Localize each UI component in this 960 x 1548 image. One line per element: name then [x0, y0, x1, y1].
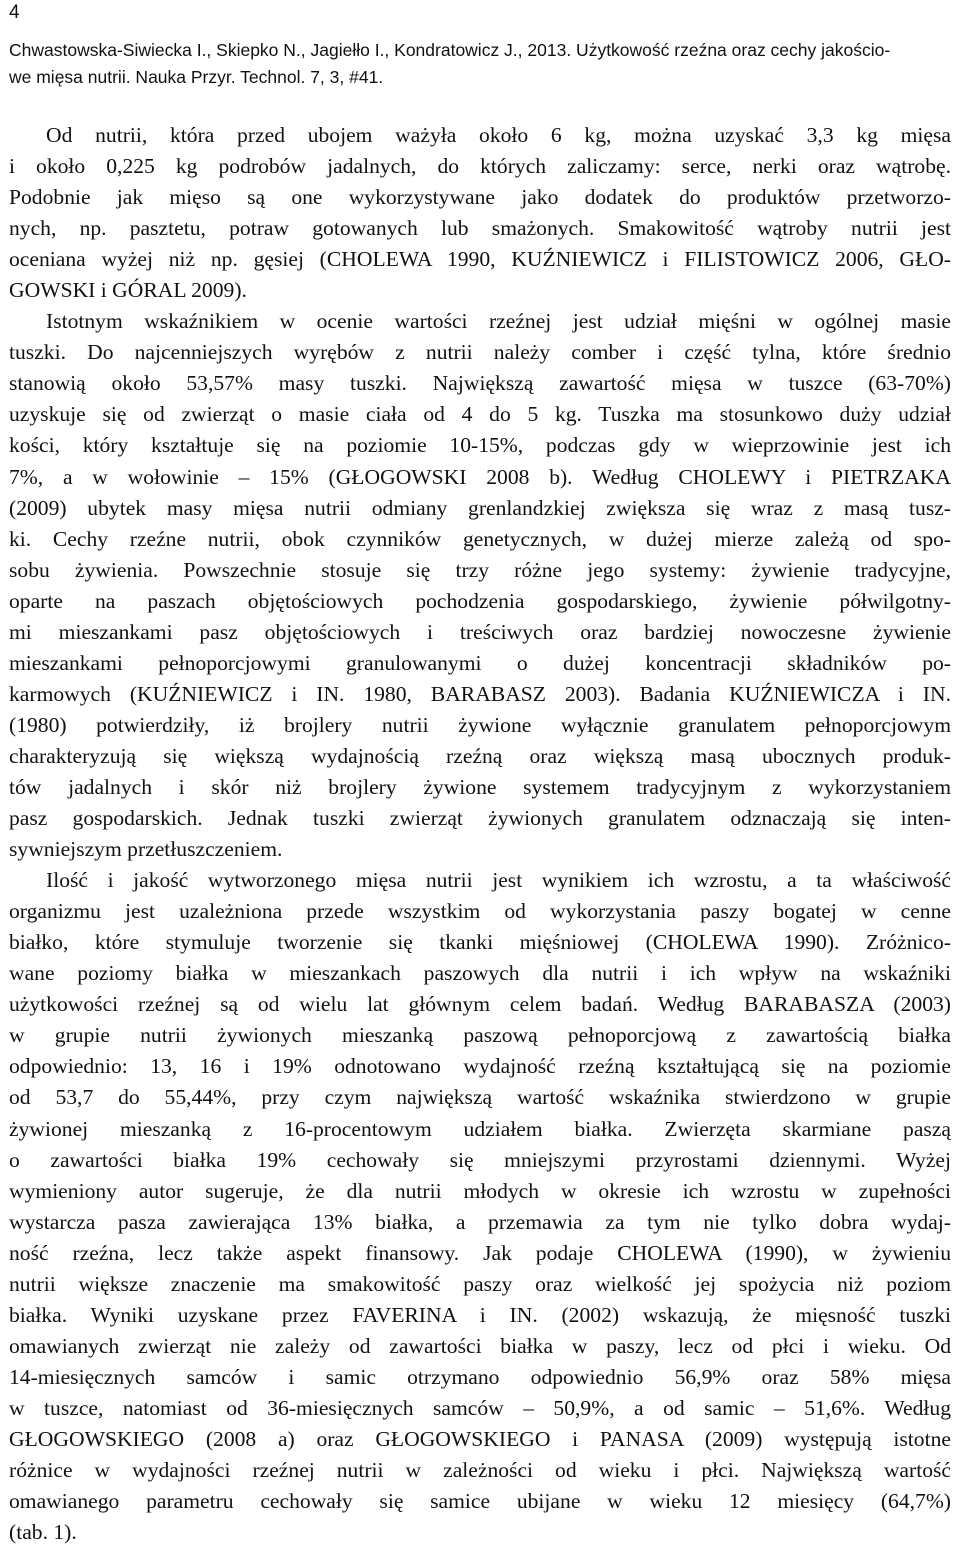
body-line: w grupie nutrii żywionych mieszanką paszową pełnoporcjową z zawartością białka — [9, 1023, 951, 1048]
body-line: (tab. 1). — [9, 1520, 77, 1545]
body-line: i około 0,225 kg podrobów jadalnych, do których zaliczamy: serce, nerki oraz wątrobę. — [9, 154, 951, 179]
body-line: oparte na paszach objętościowych pochodzenia gospodarskiego, żywienie półwilgotny- — [9, 588, 951, 613]
body-line: GOWSKI i GÓRAL 2009). — [9, 278, 247, 303]
body-line: wymieniony autor sugeruje, że dla nutrii młodych w okresie ich wzrostu w zupełności — [9, 1178, 951, 1203]
body-line: odpowiednio: 13, 16 i 19% odnotowano wydajność rzeźną kształtującą się na poziomie — [9, 1054, 951, 1079]
body-line: stanowią około 53,57% masy tuszki. Największą zawartość mięsa w tuszce (63-70%) — [9, 371, 951, 396]
body-line: oceniana wyżej niż np. gęsiej (CHOLEWA 1990, KUŹNIEWICZ i FILISTOWICZ 2006, GŁO- — [9, 247, 951, 272]
body-line: uzyskuje się od zwierząt o masie ciała od 4 do 5 kg. Tuszka ma stosunkowo duży udział — [9, 402, 951, 427]
running-header-line: Chwastowska-Siwiecka I., Skiepko N., Jagiełło I., Kondratowicz J., 2013. Użytkowość rzeźna oraz cechy jakościo- — [9, 40, 891, 60]
body-line: pasz gospodarskich. Jednak tuszki zwierząt żywionych granulatem odznaczają się inten- — [9, 806, 951, 831]
body-line: Podobnie jak mięso są one wykorzystywane jako dodatek do produktów przetworzo- — [9, 185, 951, 210]
body-line: omawianego parametru cechowały się samice ubijane w wieku 12 miesięcy (64,7%) — [9, 1489, 951, 1514]
body-line: tów jadalnych i skór niż brojlery żywione systemem tradycyjnym z wykorzystaniem — [9, 774, 951, 799]
body-line: karmowych (KUŹNIEWICZ i IN. 1980, BARABASZ 2003). Badania KUŹNIEWICZA i IN. — [9, 681, 951, 706]
body-line: mi mieszankami pasz objętościowych i treściwych oraz bardziej nowoczesne żywienie — [9, 619, 951, 644]
body-line: ność rzeźna, lecz także aspekt finansowy. Jak podaje CHOLEWA (1990), w żywieniu — [9, 1240, 951, 1265]
body-line: wane poziomy białka w mieszankach paszowych dla nutrii i ich wpływ na wskaźniki — [9, 961, 951, 986]
body-line: żywionej mieszanką z 16-procentowym udziałem białka. Zwierzęta skarmiane paszą — [9, 1116, 951, 1141]
body-line: ki. Cechy rzeźne nutrii, obok czynników genetycznych, w dużej mierze zależą od spo- — [9, 526, 951, 551]
body-line: kości, który kształtuje się na poziomie 10-15%, podczas gdy w wieprzowinie jest ich — [9, 433, 951, 458]
body-line: wystarcza pasza zawierająca 13% białka, a przemawia za tym nie tylko dobra wydaj- — [9, 1209, 951, 1234]
body-line: 14-miesięcznych samców i samic otrzymano odpowiednio 56,9% oraz 58% mięsa — [9, 1364, 951, 1389]
body-line: Od nutrii, która przed ubojem ważyła około 6 kg, można uzyskać 3,3 kg mięsa — [46, 123, 951, 147]
body-line: różnice w wydajności rzeźnej nutrii w zależności od wieku i płci. Największą wartość — [9, 1458, 951, 1483]
body-line: sobu żywienia. Powszechnie stosuje się trzy różne jego systemy: żywienie tradycyjne, — [9, 557, 951, 582]
body-line: użytkowości rzeźnej są od wielu lat głównym celem badań. Według BARABASZA (2003) — [9, 992, 951, 1017]
body-line: omawianych zwierząt nie zależy od zawartości białka w paszy, lecz od płci i wieku. Od — [9, 1333, 951, 1358]
body-line: Istotnym wskaźnikiem w ocenie wartości rzeźnej jest udział mięśni w ogólnej masie — [46, 309, 951, 334]
body-line: charakteryzują się większą wydajnością rzeźną oraz większą masą ubocznych produk- — [9, 743, 951, 768]
running-header-line: we mięsa nutrii. Nauka Przyr. Technol. 7, 3, #41. — [9, 67, 384, 87]
body-line: o zawartości białka 19% cechowały się mniejszymi przyrostami dziennymi. Wyżej — [9, 1147, 951, 1172]
running-header — [9, 37, 949, 91]
body-line: organizmu jest uzależniona przede wszystkim od wykorzystania paszy bogatej w cenne — [9, 899, 951, 924]
body-line: (2009) ubytek masy mięsa nutrii odmiany grenlandzkiej zwiększa się wraz z masą tusz- — [9, 495, 951, 520]
body-line: białko, które stymuluje tworzenie się tkanki mięśniowej (CHOLEWA 1990). Zróżnico- — [9, 930, 951, 955]
body-line: sywniejszym przetłuszczeniem. — [9, 837, 283, 862]
body-line: Ilość i jakość wytworzonego mięsa nutrii jest wynikiem ich wzrostu, a ta właściwość — [46, 868, 951, 893]
page-number: 4 — [9, 2, 20, 23]
article-body — [9, 120, 951, 1548]
body-line: nych, np. pasztetu, potraw gotowanych lub smażonych. Smakowitość wątroby nutrii jest — [9, 216, 951, 241]
body-line: 7%, a w wołowinie – 15% (GŁOGOWSKI 2008 b). Według CHOLEWY i PIETRZAKA — [9, 464, 951, 489]
body-line: białka. Wyniki uzyskane przez FAVERINA i IN. (2002) wskazują, że mięsność tuszki — [9, 1302, 951, 1327]
body-line: od 53,7 do 55,44%, przy czym największą wartość wskaźnika stwierdzono w grupie — [9, 1085, 951, 1110]
body-line: mieszankami pełnoporcjowymi granulowanymi o dużej koncentracji składników po- — [9, 650, 951, 675]
body-line: nutrii większe znaczenie ma smakowitość paszy oraz wielkość jej spożycia niż poziom — [9, 1271, 951, 1296]
body-line: GŁOGOWSKIEGO (2008 a) oraz GŁOGOWSKIEGO i PANASA (2009) występują istotne — [9, 1426, 951, 1451]
body-line: w tuszce, natomiast od 36-miesięcznych samców – 50,9%, a od samic – 51,6%. Według — [9, 1395, 951, 1420]
body-line: tuszki. Do najcenniejszych wyrębów z nutrii należy comber i część tylna, które średnio — [9, 340, 951, 365]
body-line: (1980) potwierdziły, iż brojlery nutrii żywione wyłącznie granulatem pełnoporcjowym — [9, 712, 951, 737]
